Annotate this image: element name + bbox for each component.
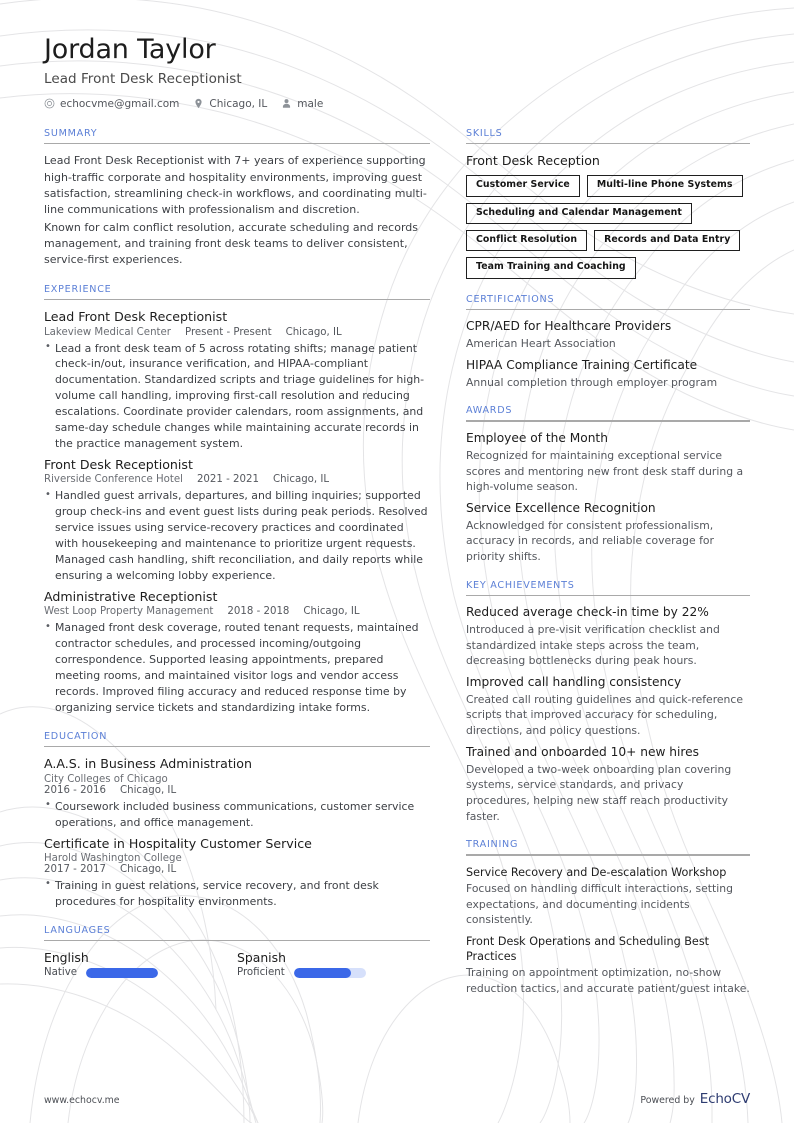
list-item: • Handled guest arrivals, departures, and billing inquiries; supported group check-ins and event guest lists during peak periods. Resolved service issues using service-recovery practices and coordinated with housekeeping and maintenance to prioritize urgent requests. Managed cash handling, shift reconciliation, and daily reports while ensuring a welcoming lobby experience.	[44, 488, 430, 584]
education-entry	[44, 836, 430, 910]
experience-title: Administrative Receptionist	[44, 588, 218, 604]
experience-bullets	[44, 620, 430, 716]
language-level: Native	[44, 967, 77, 979]
section-divider	[44, 746, 430, 748]
experience-entry	[44, 309, 430, 452]
experience-title: Front Desk Receptionist	[44, 456, 193, 472]
experience-dates: 2021 - 2021	[196, 474, 259, 486]
summary-paragraph-2: Known for calm conflict resolution, accurate scheduling and records management, and training front desk teams to deliver consistent, service-first experiences.	[44, 221, 418, 267]
list-item: • Managed front desk coverage, routed tenant requests, maintained contractor schedules, and processed incoming/outgoing correspondence. Supported leasing appointments, prepared meeting rooms, and maintained visitor logs and vendor access records. Improved filing accuracy and reduced response time by organizing service tickets and standardizing intake forms.	[44, 620, 430, 716]
award-title: Employee of the Month	[466, 431, 608, 446]
skill-group-name: Front Desk Reception	[466, 153, 600, 169]
language-level-row	[44, 967, 237, 978]
experience-meta	[44, 327, 430, 338]
achievement-description: Introduced a pre-visit verification checklist and standardized intake steps across the team, decreasing bottlenecks during peak hours.	[466, 623, 720, 668]
language-name: Spanish	[237, 950, 286, 966]
section-divider	[466, 309, 750, 311]
certification-entry	[466, 319, 750, 352]
language-level: Proficient	[237, 967, 285, 979]
education-bullets	[44, 878, 430, 910]
experience-org: Lakeview Medical Center	[44, 326, 171, 338]
achievement-entry	[466, 605, 750, 669]
education-entry	[44, 756, 430, 830]
education-location: Chicago, IL	[120, 863, 177, 875]
training-entry	[466, 865, 750, 928]
language-proficiency-bar	[86, 968, 158, 978]
training-description: Training on appointment optimization, no-show reduction tactics, and accurate patient/guest intake.	[466, 966, 750, 995]
section-certifications	[466, 294, 750, 391]
education-title: A.A.S. in Business Administration	[44, 756, 252, 772]
certification-issuer: Annual completion through employer program	[466, 375, 718, 389]
language-name: English	[44, 950, 89, 966]
resume-header	[44, 34, 750, 110]
experience-entry	[44, 589, 430, 716]
summary-paragraph-1: Lead Front Desk Receptionist with 7+ years of experience supporting high-traffic corporate and hospitality environments, improving guest satisfaction, streamlining check-in workflows, and coordinating multi-line communications with professionalism and discretion.	[44, 154, 427, 216]
education-org: Harold Washington College	[44, 852, 182, 864]
section-awards	[466, 405, 750, 564]
section-experience	[44, 284, 430, 716]
section-divider	[44, 940, 430, 942]
language-item	[44, 950, 237, 978]
education-title: Certificate in Hospitality Customer Service	[44, 835, 312, 851]
certification-entry	[466, 358, 750, 391]
page-title: Jordan Taylor	[44, 34, 216, 65]
experience-meta	[44, 606, 430, 617]
list-item: • Training in guest relations, service recovery, and front desk procedures for hospitality environments.	[44, 878, 430, 910]
experience-bullets	[44, 341, 430, 452]
person-icon	[281, 98, 292, 109]
footer-website-url[interactable]: www.echocv.me	[44, 1095, 120, 1106]
contact-row	[44, 98, 750, 110]
section-title-awards: AWARDS	[466, 405, 513, 417]
education-dates: 2017 - 2017	[44, 863, 107, 875]
experience-entry	[44, 457, 430, 584]
language-proficiency-bar	[294, 968, 366, 978]
education-bullets	[44, 799, 430, 831]
left-column	[44, 128, 430, 993]
location-icon	[193, 98, 204, 109]
section-divider	[466, 595, 750, 597]
section-title-training: TRAINING	[466, 839, 519, 851]
section-education	[44, 731, 430, 910]
skill-chip[interactable]: Customer Service	[466, 175, 580, 196]
education-meta	[44, 853, 430, 875]
skill-chip[interactable]: Scheduling and Calendar Management	[466, 203, 692, 224]
contact-email	[44, 98, 179, 110]
job-title: Lead Front Desk Receptionist	[44, 70, 242, 87]
experience-org: West Loop Property Management	[44, 606, 214, 618]
section-languages	[44, 925, 430, 979]
training-entry	[466, 934, 750, 997]
achievement-title: Trained and onboarded 10+ new hires	[466, 744, 699, 759]
skill-chip[interactable]: Multi-line Phone Systems	[587, 175, 743, 196]
section-divider	[466, 420, 750, 422]
section-skills	[466, 128, 750, 279]
achievement-description: Developed a two-week onboarding plan covering systems, service standards, and privacy procedures, helping new staff reach productivity faster.	[466, 762, 732, 823]
experience-dates: 2018 - 2018	[227, 606, 290, 618]
page-footer	[44, 1091, 750, 1107]
section-title-education: EDUCATION	[44, 730, 108, 742]
education-location: Chicago, IL	[120, 784, 177, 796]
section-title-experience: EXPERIENCE	[44, 283, 112, 295]
achievement-entry	[466, 675, 750, 739]
contact-email-value: echocvme@gmail.com	[60, 97, 180, 110]
award-entry	[466, 501, 750, 565]
certification-title: HIPAA Compliance Training Certificate	[466, 357, 698, 372]
experience-org: Riverside Conference Hotel	[44, 474, 183, 486]
training-description: Focused on handling difficult interactions, setting expectations, and documenting incidents consistently.	[466, 881, 733, 927]
experience-bullets	[44, 488, 430, 584]
experience-title: Lead Front Desk Receptionist	[44, 309, 228, 325]
section-divider	[44, 299, 430, 301]
award-title: Service Excellence Recognition	[466, 500, 656, 515]
email-icon	[44, 98, 55, 109]
skill-chip[interactable]: Conflict Resolution	[466, 230, 587, 251]
section-title-summary: SUMMARY	[44, 127, 98, 139]
contact-location	[193, 98, 267, 110]
education-meta	[44, 774, 430, 796]
training-title: Service Recovery and De-escalation Workshop	[466, 865, 727, 879]
section-training	[466, 839, 750, 996]
right-column	[466, 128, 750, 1011]
experience-location: Chicago, IL	[285, 326, 342, 338]
section-divider	[44, 143, 430, 145]
list-item: • Lead a front desk team of 5 across rotating shifts; manage patient check-in/out, insurance verification, and HIPAA-compliant documentation. Standardized scripts and triage guidelines for high-volume call handling, improving first-call resolution and reducing escalations. Coordinate provider calendars, room assignments, and same-day schedule changes while maintaining accurate records in the practice management system.	[44, 341, 430, 452]
contact-gender	[281, 98, 323, 110]
section-title-languages: LANGUAGES	[44, 924, 111, 936]
training-title: Front Desk Operations and Scheduling Best Practices	[466, 934, 710, 963]
skill-chip[interactable]: Team Training and Coaching	[466, 257, 636, 278]
section-divider	[466, 854, 750, 856]
language-proficiency-fill	[86, 968, 158, 978]
language-item	[237, 950, 430, 978]
section-summary	[44, 128, 430, 269]
section-divider	[466, 143, 750, 145]
skill-chip[interactable]: Records and Data Entry	[594, 230, 740, 251]
experience-dates: Present - Present	[184, 326, 272, 338]
contact-gender-value: male	[297, 97, 324, 110]
language-level-row	[237, 967, 430, 978]
footer-branding	[640, 1091, 750, 1107]
achievement-entry	[466, 745, 750, 824]
certification-issuer: American Heart Association	[466, 337, 616, 351]
languages-grid	[44, 950, 430, 978]
section-title-skills: SKILLS	[466, 127, 503, 139]
brand-name: EchoCV	[699, 1091, 750, 1107]
achievement-title: Reduced average check-in time by 22%	[466, 605, 709, 620]
education-dates: 2016 - 2016	[44, 784, 107, 796]
experience-location: Chicago, IL	[303, 606, 360, 618]
section-title-certifications: CERTIFICATIONS	[466, 293, 555, 305]
award-entry	[466, 431, 750, 495]
list-item: • Coursework included business communications, customer service operations, and office management.	[44, 799, 430, 831]
award-description: Acknowledged for consistent professionalism, accuracy in records, and reliable coverage for priority shifts.	[466, 518, 714, 563]
experience-location: Chicago, IL	[272, 474, 330, 486]
award-description: Recognized for maintaining exceptional service scores and mentoring new front desk staff during a high-volume season.	[466, 448, 744, 494]
skill-chip-list	[466, 175, 750, 278]
achievement-description: Created call routing guidelines and quick-reference scripts that improved accuracy for scheduling, directions, and policy questions.	[466, 692, 743, 738]
contact-location-value: Chicago, IL	[209, 97, 268, 110]
resume-columns	[44, 128, 750, 1011]
language-proficiency-fill	[294, 968, 352, 978]
certification-title: CPR/AED for Healthcare Providers	[466, 319, 672, 334]
education-org: City Colleges of Chicago	[44, 773, 168, 785]
section-key-achievements	[466, 580, 750, 825]
section-title-key-achievements: KEY ACHIEVEMENTS	[466, 579, 575, 591]
achievement-title: Improved call handling consistency	[466, 674, 682, 689]
experience-meta	[44, 474, 430, 485]
powered-by-label: Powered by	[640, 1095, 695, 1106]
